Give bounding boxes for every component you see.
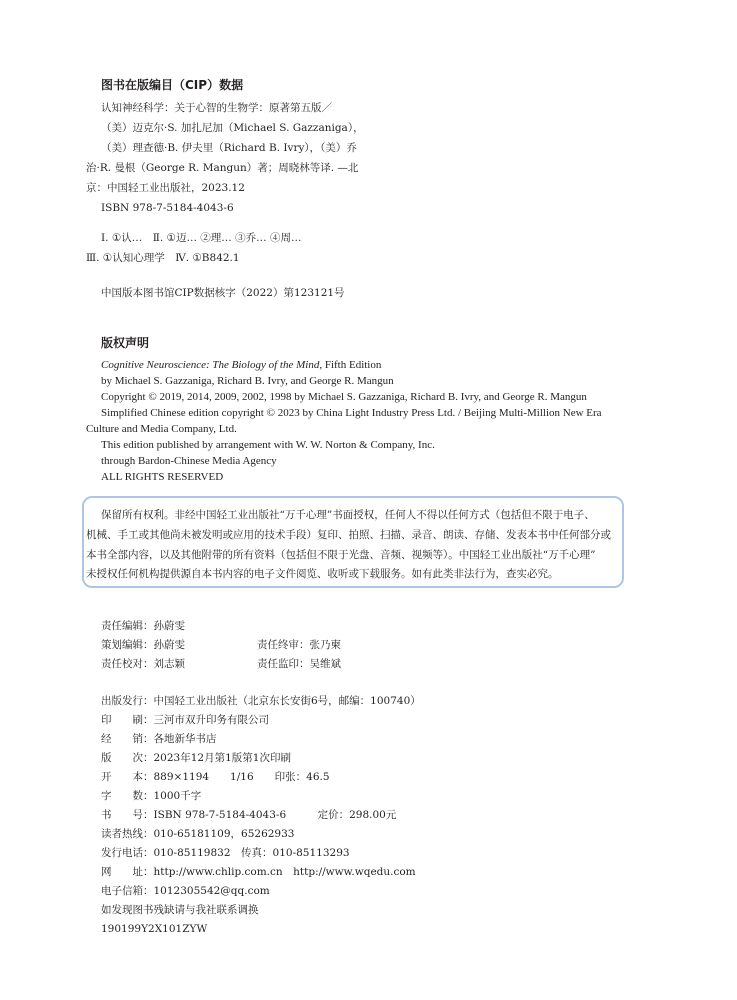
notice-line: 机械、手工或其他尚未被发明或应用的技术手段）复印、拍照、扫描、录音、朗读、存储、发表本书中任何部分或 [86,529,611,541]
supervisor-field [257,656,341,673]
cip-line: 京：中国轻工业出版社，2023.12 [86,182,245,194]
notice-line: 保留所有权利。非经中国轻工业出版社“万千心理”书面授权，任何人不得以任何方式（包括但不限于电子、 [101,509,595,521]
field-label: 开 本： [101,771,154,783]
publication-row [101,826,294,843]
field-label: 责任校对： [101,658,154,670]
cip-title: 图书在版编目（CIP）数据 [101,78,244,92]
field-value: 010-65181109，65262933 [153,828,295,840]
field-value: ISBN 978-7-5184-4043-6 定价：298.00元 [153,809,397,821]
field-label: 经 销： [101,733,154,745]
field-value: 刘志颖 [153,658,185,670]
field-value: 孙蔚雯 [153,639,185,651]
cip-line: （美）理查德·B. 伊夫里（Richard B. Ivry），（美）乔 [101,142,357,154]
field-label: 责任编辑： [101,620,154,632]
field-label: 责任终审： [257,639,310,651]
field-value: 010-85119832 传真：010-85113293 [153,847,350,859]
copyright-line: through Bardon-Chinese Media Agency [101,455,277,467]
field-value: 孙蔚雯 [153,620,185,632]
field-label: 读者热线： [101,828,154,840]
publication-row [101,845,350,862]
field-label: 印 刷： [101,714,154,726]
field-value: 2023年12月第1版第1次印刷 [153,752,291,764]
exchange-note: 如发现图书残缺请与我社联系调换 [101,904,259,916]
copyright-line: ALL RIGHTS RESERVED [101,471,224,483]
planner-field [101,637,185,654]
cip-classification: Ⅲ. ①认知心理学 Ⅳ. ①B842.1 [86,252,240,264]
field-value: 吴维斌 [309,658,341,670]
field-value: 1000千字 [153,790,202,802]
field-label: 责任监印： [257,658,310,670]
field-label: 字 数： [101,790,154,802]
cip-classification: Ⅰ. ①认… Ⅱ. ①迈… ②理… ③乔… ④周… [101,232,302,244]
field-label: 出版发行： [101,695,154,707]
publication-row [101,864,416,881]
field-label: 电子信箱： [101,885,154,897]
field-label: 策划编辑： [101,639,154,651]
publication-row [101,788,201,805]
field-label: 网 址： [101,866,154,878]
publication-row [101,807,396,824]
publication-row [101,883,270,900]
cip-line: （美）迈克尔·S. 加扎尼加（Michael S. Gazzaniga）， [101,122,364,134]
cip-line: 治·R. 曼根（George R. Mangun）著；周晓林等译. —北 [86,162,359,174]
copyright-line: Copyright © 2019, 2014, 2009, 2002, 1998 by Michael S. Gazzaniga, Richard B. Ivry, and George R. Mangun [101,391,587,403]
print-code: 190199Y2X101ZYW [101,923,208,935]
cip-number: 中国版本图书馆CIP数据核字（2022）第123121号 [101,287,345,299]
field-value: 各地新华书店 [153,733,217,745]
cip-isbn: ISBN 978-7-5184-4043-6 [101,202,234,214]
field-value: 三河市双升印务有限公司 [153,714,269,726]
copyright-line: Culture and Media Company, Ltd. [86,423,237,435]
field-value: 张乃柬 [309,639,341,651]
book-edition: , Fifth Edition [319,359,382,371]
field-value: 889×1194 1/16 印张：46.5 [153,771,330,783]
proofreader-field [101,656,185,673]
cip-line: 认知神经科学：关于心智的生物学：原著第五版／ [101,102,332,114]
publication-row [101,693,421,710]
publication-row [101,712,269,729]
field-label: 发行电话： [101,847,154,859]
field-value: 1012305542@qq.com [153,885,270,897]
copyright-line: This edition published by arrangement with W. W. Norton & Company, Inc. [101,439,435,451]
field-label: 书 号： [101,809,154,821]
editor-field [101,618,185,635]
notice-line: 本书全部内容，以及其他附带的所有资料（包括但不限于光盘、音频、视频等）。中国轻工业出版社“万千心理” [86,549,596,561]
publication-row [101,769,330,786]
copyright-title: 版权声明 [101,336,150,350]
publication-row [101,731,217,748]
field-value: 中国轻工业出版社（北京东长安街6号，邮编：100740） [153,695,421,707]
book-title: Cognitive Neuroscience: The Biology of the Mind [101,359,320,371]
notice-line: 未授权任何机构提供源自本书内容的电子文件阅览、收听或下载服务。如有此类非法行为，查实必究。 [86,568,559,580]
copyright-book-title-line [101,357,381,373]
final-review-field [257,637,341,654]
field-value: http://www.chlip.com.cn http://www.wqedu.com [153,866,416,878]
field-label: 版 次： [101,752,154,764]
copyright-line: Simplified Chinese edition copyright © 2023 by China Light Industry Press Ltd. / Beijing Multi-Million New Era [101,407,602,419]
publication-row [101,750,291,767]
copyright-line: by Michael S. Gazzaniga, Richard B. Ivry, and George R. Mangun [101,375,394,387]
